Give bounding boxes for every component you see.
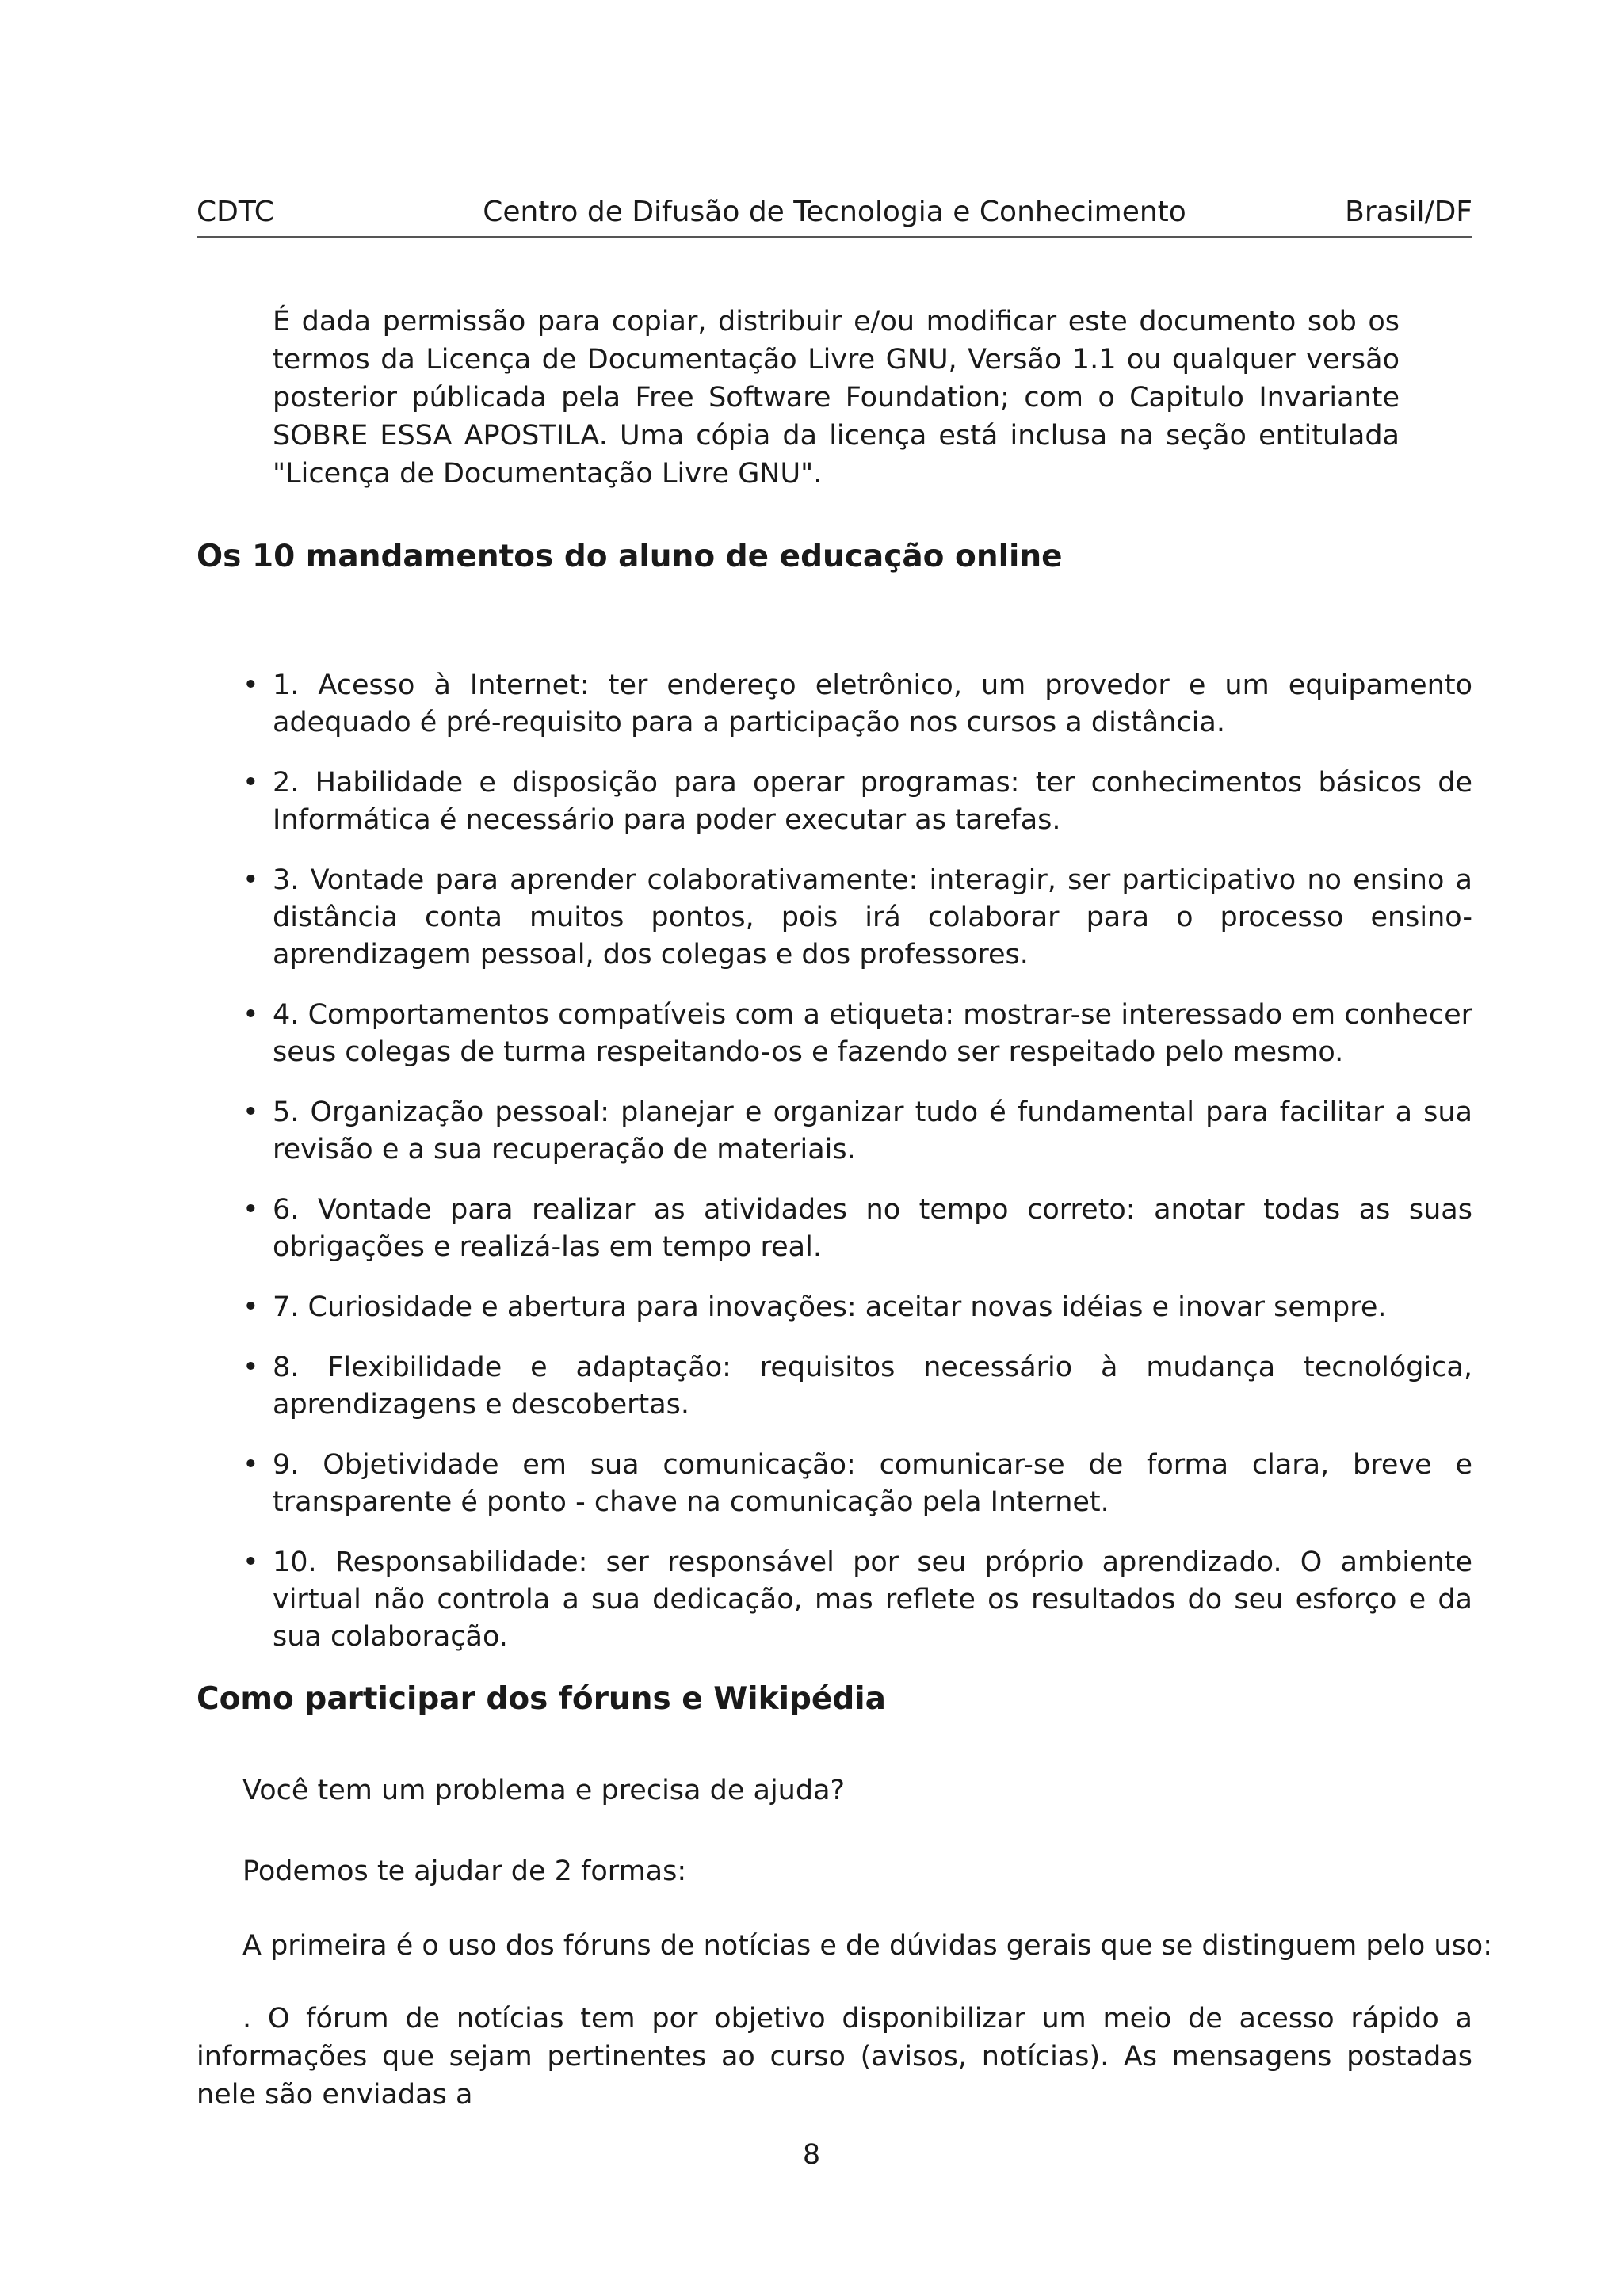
paragraph-forum-noticias: . O fórum de notícias tem por objetivo disponibilizar um meio de acesso rápido a informações que sejam pertinentes ao curso (avisos, notícias). As mensagens postadas nele são enviadas a — [197, 2003, 1472, 2111]
list-item — [197, 765, 1472, 839]
list-item — [197, 1447, 1472, 1521]
paragraph-question: Você tem um problema e precisa de ajuda? — [242, 1775, 846, 1806]
list-item — [197, 1289, 1472, 1326]
section-title-foruns: Como participar dos fóruns e Wikipédia — [197, 1681, 886, 1717]
list-item — [197, 1544, 1472, 1656]
list-item-text: 6. Vontade para realizar as atividades no tempo correto: anotar todas as suas obrigações e realizá-las em tempo real. — [273, 1194, 1472, 1263]
header-center: Centro de Difusão de Tecnologia e Conhecimento — [483, 196, 1186, 228]
bullet: • — [242, 864, 259, 896]
list-item-text: 2. Habilidade e disposição para operar programas: ter conhecimentos básicos de Informática é necessário para poder executar as tarefas. — [273, 767, 1472, 836]
bullet: • — [242, 669, 259, 701]
list-item — [197, 1192, 1472, 1266]
list-item-text: 4. Comportamentos compatíveis com a etiqueta: mostrar-se interessado em conhecer seus colegas de turma respeitando-os e fazendo ser respeitado pelo mesmo. — [273, 999, 1472, 1068]
list-item — [197, 1349, 1472, 1424]
section-title-mandamentos: Os 10 mandamentos do aluno de educação online — [197, 539, 1063, 574]
page-number: 8 — [802, 2139, 821, 2171]
bullet: • — [242, 999, 259, 1031]
bullet: • — [242, 1547, 259, 1578]
list-item — [197, 862, 1472, 974]
paragraph-formas: Podemos te ajudar de 2 formas: — [242, 1855, 687, 1887]
list-item-text: 3. Vontade para aprender colaborativamente: interagir, ser participativo no ensino a distância conta muitos pontos, pois irá colaborar para o processo ensino-aprendizagem pessoal, dos colegas e dos professores. — [273, 864, 1472, 971]
list-item-text: 9. Objetividade em sua comunicação: comunicar-se de forma clara, breve e transparente é ponto - chave na comunicação pela Internet. — [273, 1449, 1472, 1518]
header-right: Brasil/DF — [1345, 196, 1472, 228]
mandamentos-list — [197, 667, 1472, 1679]
header-left: CDTC — [197, 196, 274, 228]
list-item-text: 5. Organização pessoal: planejar e organizar tudo é fundamental para facilitar a sua revisão e a sua recuperação de materiais. — [273, 1097, 1472, 1165]
page-header — [197, 195, 1472, 238]
bullet: • — [242, 1097, 259, 1128]
list-item-text: 10. Responsabilidade: ser responsável por seu próprio aprendizado. O ambiente virtual não controla a sua dedicação, mas reflete os resultados do seu esforço e da sua colaboração. — [273, 1547, 1472, 1653]
bullet: • — [242, 1194, 259, 1226]
list-item — [197, 667, 1472, 742]
license-paragraph: É dada permissão para copiar, distribuir e/ou modificar este documento sob os termos da Licença de Documentação Livre GNU, Versão 1.1 ou qualquer versão posterior públicada pela Free Software Foundation; com o Capitulo Invariante SOBRE ESSA APOSTILA. Uma cópia da licença está inclusa na seção entitulada "Licença de Documentação Livre GNU". — [273, 306, 1400, 490]
bullet: • — [242, 1352, 259, 1383]
list-item — [197, 997, 1472, 1071]
paragraph-primeira: A primeira é o uso dos fóruns de notícias e de dúvidas gerais que se distinguem pelo uso: — [242, 1930, 1493, 1962]
list-item-text: 8. Flexibilidade e adaptação: requisitos necessário à mudança tecnológica, aprendizagens e descobertas. — [273, 1352, 1472, 1421]
list-item — [197, 1094, 1472, 1169]
bullet: • — [242, 1291, 259, 1323]
bullet: • — [242, 1449, 259, 1481]
list-item-text: 7. Curiosidade e abertura para inovações: aceitar novas idéias e inovar sempre. — [273, 1291, 1387, 1323]
list-item-text: 1. Acesso à Internet: ter endereço eletrônico, um provedor e um equipamento adequado é pré-requisito para a participação nos cursos a distância. — [273, 669, 1472, 738]
bullet: • — [242, 767, 259, 799]
